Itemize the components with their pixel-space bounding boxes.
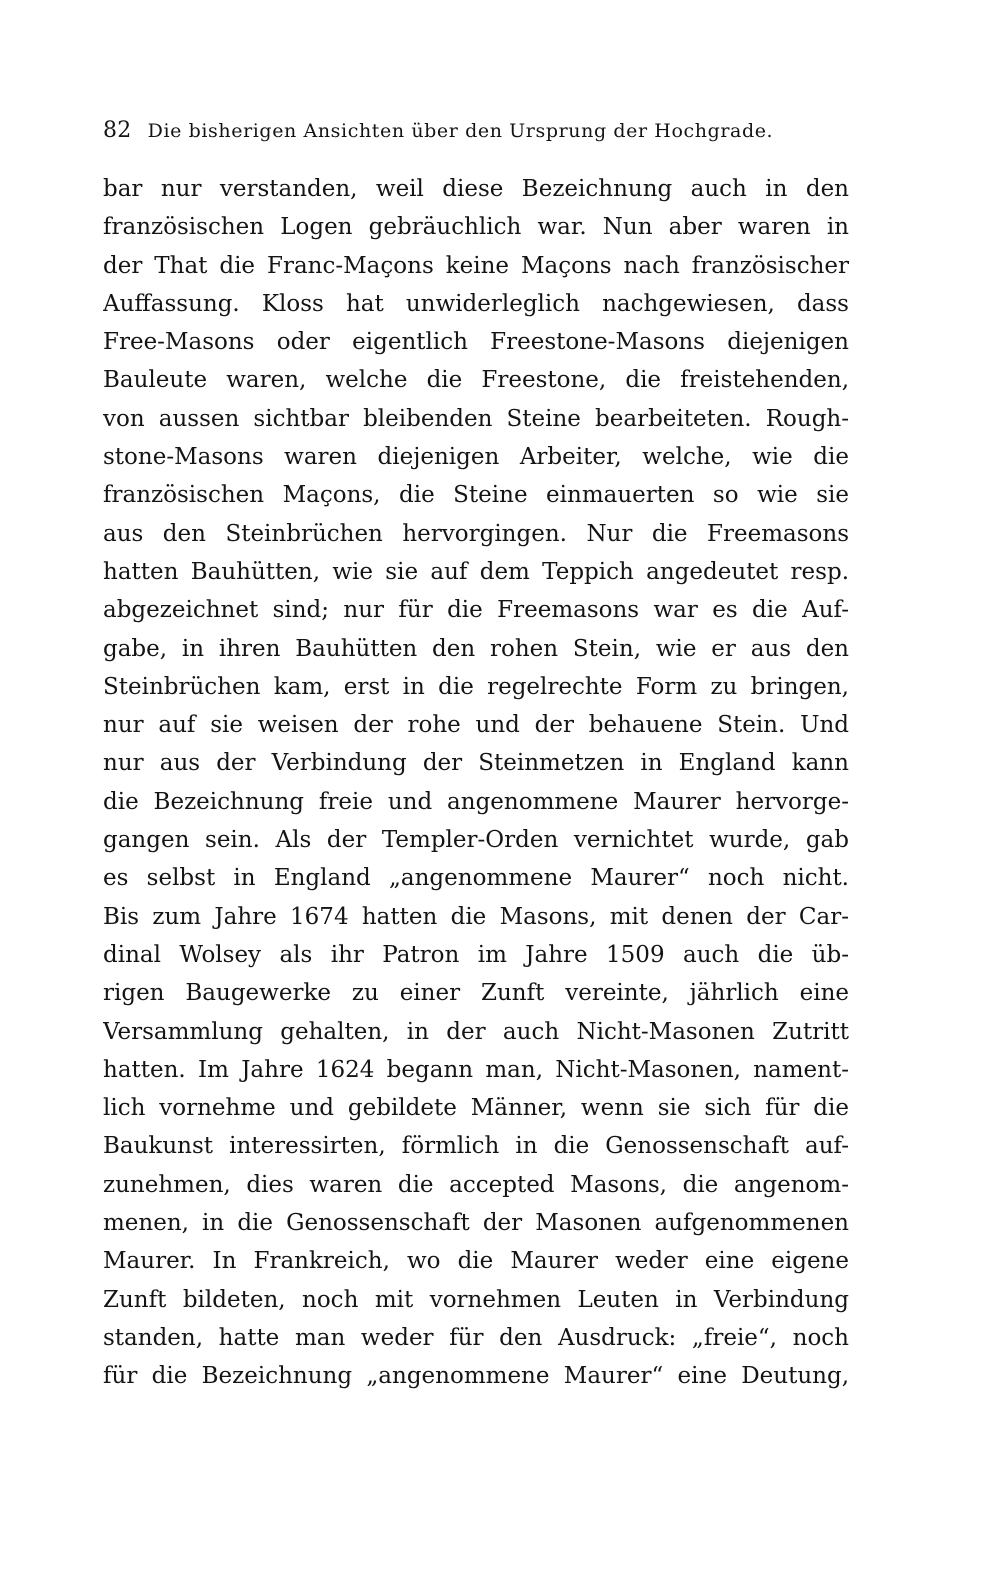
text-line: abgezeichnet sind; nur für die Freemasons war es die Auf- bbox=[103, 597, 849, 624]
text-line: Maurer. In Frankreich, wo die Maurer weder eine eigene bbox=[103, 1248, 849, 1275]
text-line: dinal Wolsey als ihr Patron im Jahre 1509 auch die üb- bbox=[103, 941, 849, 968]
text-line: hatten Bauhütten, wie sie auf dem Teppich angedeutet resp. bbox=[103, 558, 849, 585]
text-line: zunehmen, dies waren die accepted Masons, die angenom- bbox=[103, 1171, 849, 1198]
text-line: nur aus der Verbindung der Steinmetzen in England kann bbox=[103, 750, 849, 777]
text-line: französischen Maçons, die Steine einmauerten so wie sie bbox=[103, 482, 849, 509]
text-line: hatten. Im Jahre 1624 begann man, Nicht-Masonen, nament- bbox=[103, 1056, 849, 1083]
body-text bbox=[103, 170, 849, 1396]
running-title: Die bisherigen Ansichten über den Ursprung der Hochgrade. bbox=[147, 120, 774, 142]
running-head bbox=[103, 118, 843, 148]
text-line: gangen sein. Als der Templer-Orden vernichtet wurde, gab bbox=[103, 827, 849, 854]
text-line: Bis zum Jahre 1674 hatten die Masons, mit denen der Car- bbox=[103, 903, 849, 930]
text-line: der That die Franc-Maçons keine Maçons nach französischer bbox=[103, 252, 849, 279]
text-line: Steinbrüchen kam, erst in die regelrechte Form zu bringen, bbox=[103, 673, 849, 700]
text-line: Auffassung. Kloss hat unwiderleglich nachgewiesen, dass bbox=[103, 290, 849, 317]
text-line: Versammlung gehalten, in der auch Nicht-Masonen Zutritt bbox=[103, 1018, 849, 1045]
page-number: 82 bbox=[103, 118, 132, 143]
text-line: französischen Logen gebräuchlich war. Nun aber waren in bbox=[103, 214, 849, 241]
text-line: die Bezeichnung freie und angenommene Maurer hervorge- bbox=[103, 788, 849, 815]
text-line: bar nur verstanden, weil diese Bezeichnung auch in den bbox=[103, 176, 849, 202]
text-line: standen, hatte man weder für den Ausdruck: „freie“, noch bbox=[103, 1324, 849, 1351]
text-line: gabe, in ihren Bauhütten den rohen Stein, wie er aus den bbox=[103, 635, 849, 662]
text-line: menen, in die Genossenschaft der Masonen aufgenommenen bbox=[103, 1210, 849, 1237]
text-line: rigen Baugewerke zu einer Zunft vereinte, jährlich eine bbox=[103, 980, 849, 1007]
text-line: Bauleute waren, welche die Freestone, die freistehenden, bbox=[103, 367, 849, 394]
text-line: aus den Steinbrüchen hervorgingen. Nur die Freemasons bbox=[103, 520, 849, 547]
text-line: Free-Masons oder eigentlich Freestone-Masons diejenigen bbox=[103, 329, 849, 356]
text-line: von aussen sichtbar bleibenden Steine bearbeiteten. Rough- bbox=[103, 405, 849, 432]
text-line: nur auf sie weisen der rohe und der behauene Stein. Und bbox=[103, 712, 849, 739]
text-line: es selbst in England „angenommene Maurer“ noch nicht. bbox=[103, 865, 849, 892]
text-line: Baukunst interessirten, förmlich in die Genossenschaft auf- bbox=[103, 1133, 849, 1160]
text-line: stone-Masons waren diejenigen Arbeiter, welche, wie die bbox=[103, 444, 849, 471]
text-line: lich vornehme und gebildete Männer, wenn sie sich für die bbox=[103, 1095, 849, 1122]
text-line: für die Bezeichnung „angenommene Maurer“ eine Deutung, bbox=[103, 1363, 849, 1390]
text-line: Zunft bildeten, noch mit vornehmen Leuten in Verbindung bbox=[103, 1286, 849, 1313]
